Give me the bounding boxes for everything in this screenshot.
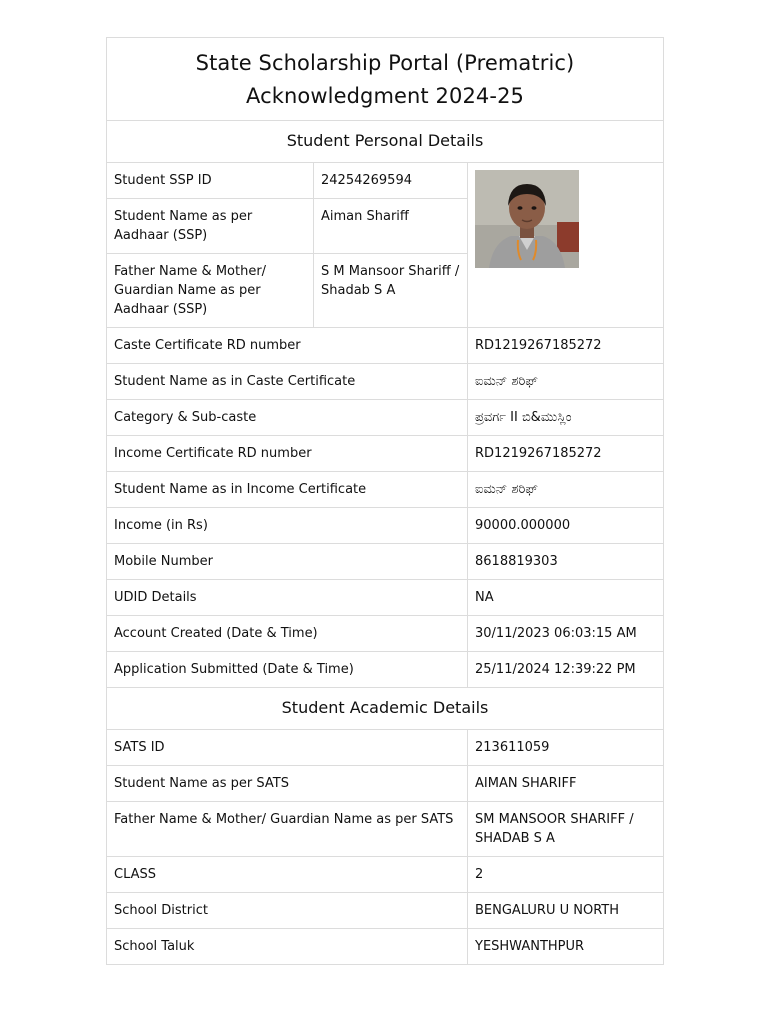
field-value: RD1219267185272 — [468, 328, 664, 364]
table-row — [107, 436, 664, 472]
student-photo — [475, 170, 579, 268]
table-row — [107, 802, 664, 857]
student-photo-cell — [468, 163, 664, 328]
field-label: Father Name & Mother/ Guardian Name as per Aadhaar (SSP) — [107, 254, 314, 328]
table-row — [107, 929, 664, 965]
table-row — [107, 544, 664, 580]
field-value: 25/11/2024 12:39:22 PM — [468, 652, 664, 688]
field-label: Application Submitted (Date & Time) — [107, 652, 468, 688]
table-row — [107, 893, 664, 929]
field-label: UDID Details — [107, 580, 468, 616]
table-row — [107, 730, 664, 766]
table-row — [107, 580, 664, 616]
section-title-academic: Student Academic Details — [107, 688, 664, 730]
title-row — [107, 38, 664, 121]
section-title-personal: Student Personal Details — [107, 121, 664, 163]
table-row — [107, 766, 664, 802]
field-value: SM MANSOOR SHARIFF / SHADAB S A — [468, 802, 664, 857]
field-label: Student Name as in Income Certificate — [107, 472, 468, 508]
field-label: Category & Sub-caste — [107, 400, 468, 436]
table-row — [107, 508, 664, 544]
field-value: YESHWANTHPUR — [468, 929, 664, 965]
student-photo-image — [475, 170, 579, 268]
table-row — [107, 652, 664, 688]
table-row — [107, 328, 664, 364]
field-label: School District — [107, 893, 468, 929]
table-row — [107, 364, 664, 400]
field-value: 2 — [468, 857, 664, 893]
field-value: ಐಮನ್ ಶರಿಫ್ — [468, 472, 664, 508]
field-label: Account Created (Date & Time) — [107, 616, 468, 652]
field-value: ಐಮನ್ ಶರಿಫ್ — [468, 364, 664, 400]
field-label: Student Name as in Caste Certificate — [107, 364, 468, 400]
field-label: School Taluk — [107, 929, 468, 965]
title-line-1: State Scholarship Portal (Prematric) — [195, 51, 575, 75]
table-row — [107, 400, 664, 436]
field-value: 24254269594 — [314, 163, 468, 199]
field-label: Student SSP ID — [107, 163, 314, 199]
field-value: 90000.000000 — [468, 508, 664, 544]
field-label: Father Name & Mother/ Guardian Name as per SATS — [107, 802, 468, 857]
field-label: Mobile Number — [107, 544, 468, 580]
acknowledgment-table — [106, 37, 664, 965]
field-value: RD1219267185272 — [468, 436, 664, 472]
title-line-2: Acknowledgment 2024-25 — [246, 84, 524, 108]
field-value: S M Mansoor Shariff / Shadab S A — [314, 254, 468, 328]
field-value: 8618819303 — [468, 544, 664, 580]
table-row — [107, 857, 664, 893]
field-label: Student Name as per Aadhaar (SSP) — [107, 199, 314, 254]
section-row-academic — [107, 688, 664, 730]
field-label: Income (in Rs) — [107, 508, 468, 544]
table-row — [107, 163, 664, 199]
field-label: Student Name as per SATS — [107, 766, 468, 802]
field-label: CLASS — [107, 857, 468, 893]
field-value: BENGALURU U NORTH — [468, 893, 664, 929]
table-row — [107, 616, 664, 652]
field-label: Caste Certificate RD number — [107, 328, 468, 364]
section-row-personal — [107, 121, 664, 163]
field-label: SATS ID — [107, 730, 468, 766]
field-value: 213611059 — [468, 730, 664, 766]
field-value: NA — [468, 580, 664, 616]
field-value: AIMAN SHARIFF — [468, 766, 664, 802]
field-label: Income Certificate RD number — [107, 436, 468, 472]
table-row — [107, 472, 664, 508]
document-title — [107, 38, 664, 121]
field-value: Aiman Shariff — [314, 199, 468, 254]
field-value: ಪ್ರವರ್ಗ II ಬಿ&ಮುಸ್ಲಿಂ — [468, 400, 664, 436]
field-value: 30/11/2023 06:03:15 AM — [468, 616, 664, 652]
